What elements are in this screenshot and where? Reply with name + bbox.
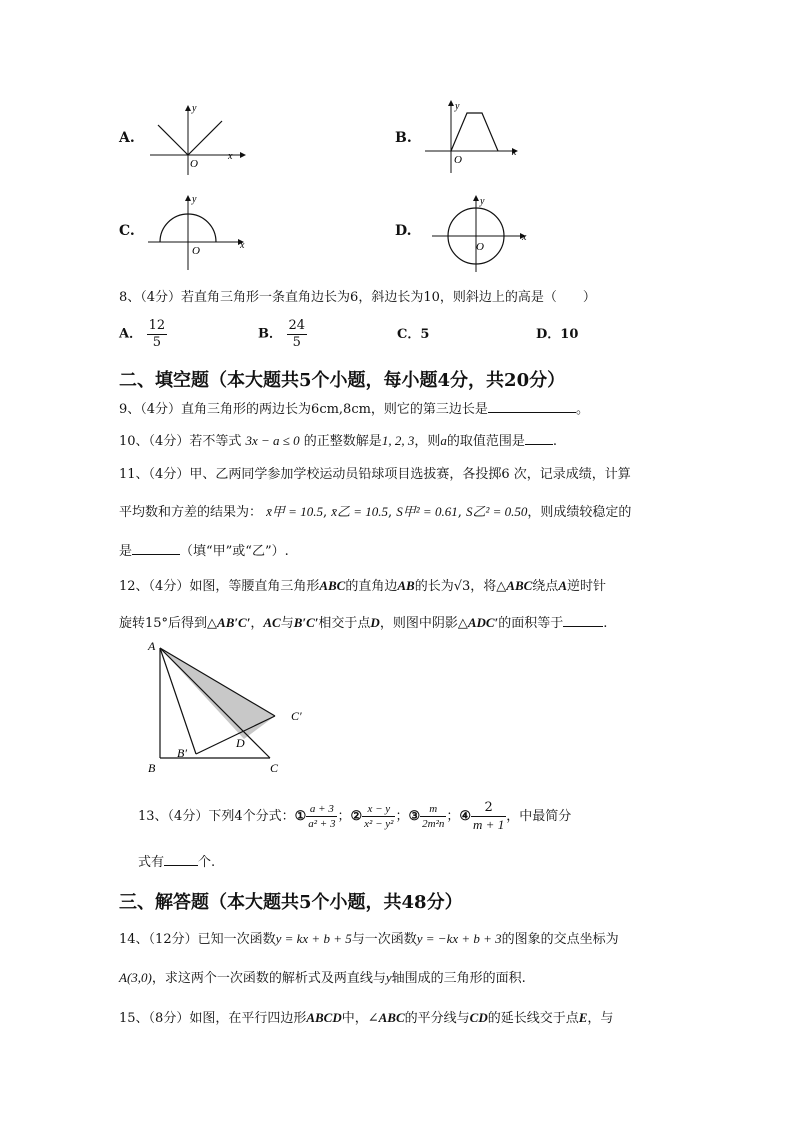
q12-l2b: AB′C′: [217, 615, 251, 630]
question-14-line1: [119, 930, 619, 949]
question-8-choice-b: [258, 318, 307, 351]
q12-l2g: 相交于点: [318, 616, 371, 631]
choice-a-fraction: [147, 318, 168, 351]
q15-c: 中，∠: [341, 1011, 379, 1026]
q12-l1d: AB: [397, 578, 415, 593]
point-D: D: [236, 736, 245, 750]
q13-circle-3: ③: [408, 809, 421, 824]
q13-fraction-1: [306, 802, 337, 831]
section-2-title: 二、填空题（本大题共5个小题，每小题4分，共20分）: [119, 370, 566, 391]
q13-f3-den: 2m²n: [422, 818, 445, 830]
stat-mean-jia: x̄甲 = 10.5: [266, 504, 323, 519]
question-8-choice-c: C．5: [397, 327, 430, 342]
q13-sep-3: ；: [446, 809, 460, 824]
q13-prefix: 13、（4分）下列4个分式：: [138, 809, 295, 824]
q14-function-1: y = kx + b + 5: [275, 931, 352, 946]
q13-f2-num: x − y: [362, 802, 395, 817]
point-A: A: [148, 639, 156, 653]
q12-l2e: 与: [280, 616, 294, 631]
choice-b-label: B．: [258, 326, 282, 342]
question-11-line3-suffix: （填“甲”或“乙”）.: [180, 544, 289, 559]
q12-l2i: ，则图中阴影△: [379, 616, 468, 631]
point-C: C: [270, 761, 279, 775]
graph-a-y-label: y: [192, 103, 197, 114]
graph-d: [430, 192, 540, 274]
q12-l1j: A: [558, 578, 567, 593]
graph-c: [140, 190, 250, 272]
question-10-inequality: 3x − a ≤ 0: [245, 433, 300, 448]
question-10-suffix: 的取值范围是: [446, 434, 525, 449]
point-B1: B′: [177, 746, 187, 760]
graph-d-origin: O: [476, 241, 484, 253]
q15-b: ABCD: [306, 1010, 342, 1025]
graph-a-right-ray: [188, 121, 222, 155]
question-14-line2: [119, 969, 526, 988]
q14-prefix: 14、（12分）已知一次函数: [119, 932, 276, 947]
q15-g: 的延长线交于点: [487, 1011, 579, 1026]
question-15-line1: [119, 1009, 613, 1028]
q15-h: E: [578, 1010, 588, 1025]
q12-l2k: 的面积等于: [498, 616, 564, 631]
q12-l2c: ，: [250, 616, 264, 631]
question-8-choice-a: [119, 318, 167, 351]
q15-i: ，与: [587, 1011, 614, 1026]
q12-l1e: 的长为: [414, 579, 454, 594]
graph-a: [140, 95, 250, 175]
shaded-triangle-ADC1: [160, 648, 275, 739]
q12-l1i: 绕点: [532, 579, 559, 594]
q13-f1-den: a² + 3: [308, 818, 336, 830]
question-10-end: .: [552, 434, 557, 449]
graph-b-origin: O: [454, 154, 462, 166]
answer-blank-11[interactable]: [132, 540, 180, 555]
question-9-end: 。: [575, 402, 589, 417]
section-3-title: 三、解答题（本大题共5个小题，共48分）: [119, 892, 463, 913]
question-10-var: a: [440, 433, 447, 448]
q14-point: A(3,0): [119, 970, 152, 985]
option-a-label: A.: [119, 130, 135, 146]
question-10-mid: 的正整数解是: [303, 434, 382, 449]
question-10-mid2: ，则: [414, 434, 441, 449]
q13-f2-den: x² − y²: [364, 818, 394, 830]
answer-blank-10[interactable]: [525, 430, 553, 445]
q15-d: ABC: [378, 1010, 405, 1025]
question-10-solutions: 1, 2, 3: [381, 433, 415, 448]
q14-function-2: y = −kx + b + 3: [416, 931, 502, 946]
question-11-line3: [119, 540, 289, 561]
q12-sqrt3: √3: [453, 579, 471, 594]
q12-l2d: AC: [263, 615, 281, 630]
q15-f: CD: [469, 1010, 488, 1025]
stat-var-yi: S乙² = 0.50: [465, 504, 528, 519]
question-11-line2-suffix: ，则成绩较稳定的: [527, 505, 632, 520]
question-12-line2: [119, 612, 607, 633]
q13-f1-num: a + 3: [306, 802, 337, 817]
q13-f4-den: m + 1: [473, 817, 505, 832]
option-d-label: D.: [395, 223, 412, 239]
question-8-choice-d: D．10: [536, 327, 579, 342]
question-9-text: 9、（4分）直角三角形的两边长为6cm,8cm，则它的第三边长是: [119, 402, 488, 417]
graph-c-x-label: x: [240, 240, 245, 251]
graph-b-trapezoid: [451, 113, 498, 151]
q13-fraction-3: [420, 802, 446, 831]
q12-l2h: D: [370, 615, 380, 630]
question-9: [119, 398, 589, 419]
q14-line2-end: 轴围成的三角形的面积.: [391, 971, 526, 986]
q13-line2-suffix: 个.: [198, 855, 216, 870]
question-11-line1: 11、（4分）甲、乙两同学参加学校运动员铅球项目选拔赛，各投掷6 次，记录成绩，计算: [119, 467, 631, 482]
q13-circle-2: ②: [350, 809, 363, 824]
graph-b-y-arrow: [448, 100, 454, 106]
graph-d-y-arrow: [473, 195, 479, 201]
q13-suffix: ，中最简分: [506, 809, 572, 824]
point-B: B: [148, 761, 156, 775]
answer-blank-12[interactable]: [563, 612, 603, 627]
question-10: [119, 430, 557, 451]
graph-b: [420, 95, 530, 175]
question-11-line3-prefix: 是: [119, 544, 133, 559]
q13-circle-1: ①: [294, 809, 307, 824]
q12-l1k: 逆时针: [566, 579, 606, 594]
question-10-prefix: 10、（4分）若不等式: [119, 434, 242, 449]
answer-blank-13[interactable]: [164, 851, 198, 866]
q12-l1c: 的直角边: [345, 579, 398, 594]
q14-suffix: 的图象的交点坐标为: [501, 932, 619, 947]
graph-a-x-label: x: [228, 151, 233, 162]
graph-d-x-label: x: [522, 232, 527, 243]
stat-var-jia: S甲² = 0.61: [396, 504, 458, 519]
q12-l1g: ，将△: [470, 579, 507, 594]
q13-sep-1: ；: [337, 809, 351, 824]
q13-f4-num: 2: [471, 800, 506, 817]
q14-mid: 与一次函数: [351, 932, 417, 947]
q15-e: 的平分线与: [404, 1011, 470, 1026]
graph-a-y-arrow: [185, 105, 191, 111]
q12-l2f: B′C′: [293, 615, 319, 630]
q12-l2end: .: [603, 616, 608, 631]
q14-line2: ，求这两个一次函数的解析式及两直线与: [151, 971, 386, 986]
stat-mean-yi: x̄乙 = 10.5: [331, 504, 389, 519]
choice-a-den: 5: [152, 335, 162, 350]
graph-d-y-label: y: [480, 196, 485, 207]
graph-c-y-label: y: [192, 194, 197, 205]
answer-blank-9[interactable]: [488, 398, 576, 413]
graph-c-origin: O: [192, 245, 200, 257]
q13-f3-num: m: [420, 802, 446, 817]
graph-a-x-arrow: [240, 152, 246, 158]
q12-l1h: ABC: [506, 578, 533, 593]
question-11-line2-prefix: 平均数和方差的结果为：: [119, 505, 263, 520]
graph-a-origin: O: [190, 158, 198, 170]
q13-fraction-2: [362, 802, 395, 831]
q12-l1a: 12、（4分）如图，等腰直角三角形: [119, 579, 320, 594]
option-b-label: B.: [395, 130, 412, 146]
point-C1: C′: [291, 709, 302, 723]
graph-c-y-arrow: [185, 195, 191, 201]
graph-b-y-label: y: [455, 101, 460, 112]
q12-l2a: 旋转15°后得到△: [119, 616, 218, 631]
q12-l1b: ABC: [319, 578, 346, 593]
q13-circle-4: ④: [459, 809, 472, 824]
q14-yvar: y: [385, 970, 392, 985]
question-8-stem: 8、（4分）若直角三角形一条直角边长为6，斜边长为10，则斜边上的高是（ ）: [119, 290, 596, 305]
graph-a-left-ray: [158, 125, 188, 155]
choice-b-fraction: [287, 318, 308, 351]
q13-sep-2: ；: [395, 809, 409, 824]
graph-b-x-label: x: [512, 147, 517, 158]
question-13-line2: [138, 851, 215, 872]
choice-b-num: 24: [288, 318, 306, 333]
q13-line2-prefix: 式有: [138, 855, 165, 870]
q15-a: 15、（8分）如图，在平行四边形: [119, 1011, 307, 1026]
question-13-line1: [138, 797, 571, 837]
choice-a-num: 12: [148, 318, 166, 333]
choice-a-label: A．: [119, 326, 143, 342]
choice-b-den: 5: [292, 335, 301, 350]
question-11-line2: 平均数和方差的结果为： x̄甲 = 10.5, x̄乙 = 10.5, S甲² = 0.61, S乙² = 0.50，则成绩较稳定的: [119, 504, 632, 520]
question-12-line1: [119, 577, 606, 596]
rotated-triangle-figure: [140, 636, 320, 778]
q13-fraction-4: [471, 800, 506, 833]
option-c-label: C.: [119, 223, 135, 239]
q12-l2j: ADC′: [467, 615, 499, 630]
